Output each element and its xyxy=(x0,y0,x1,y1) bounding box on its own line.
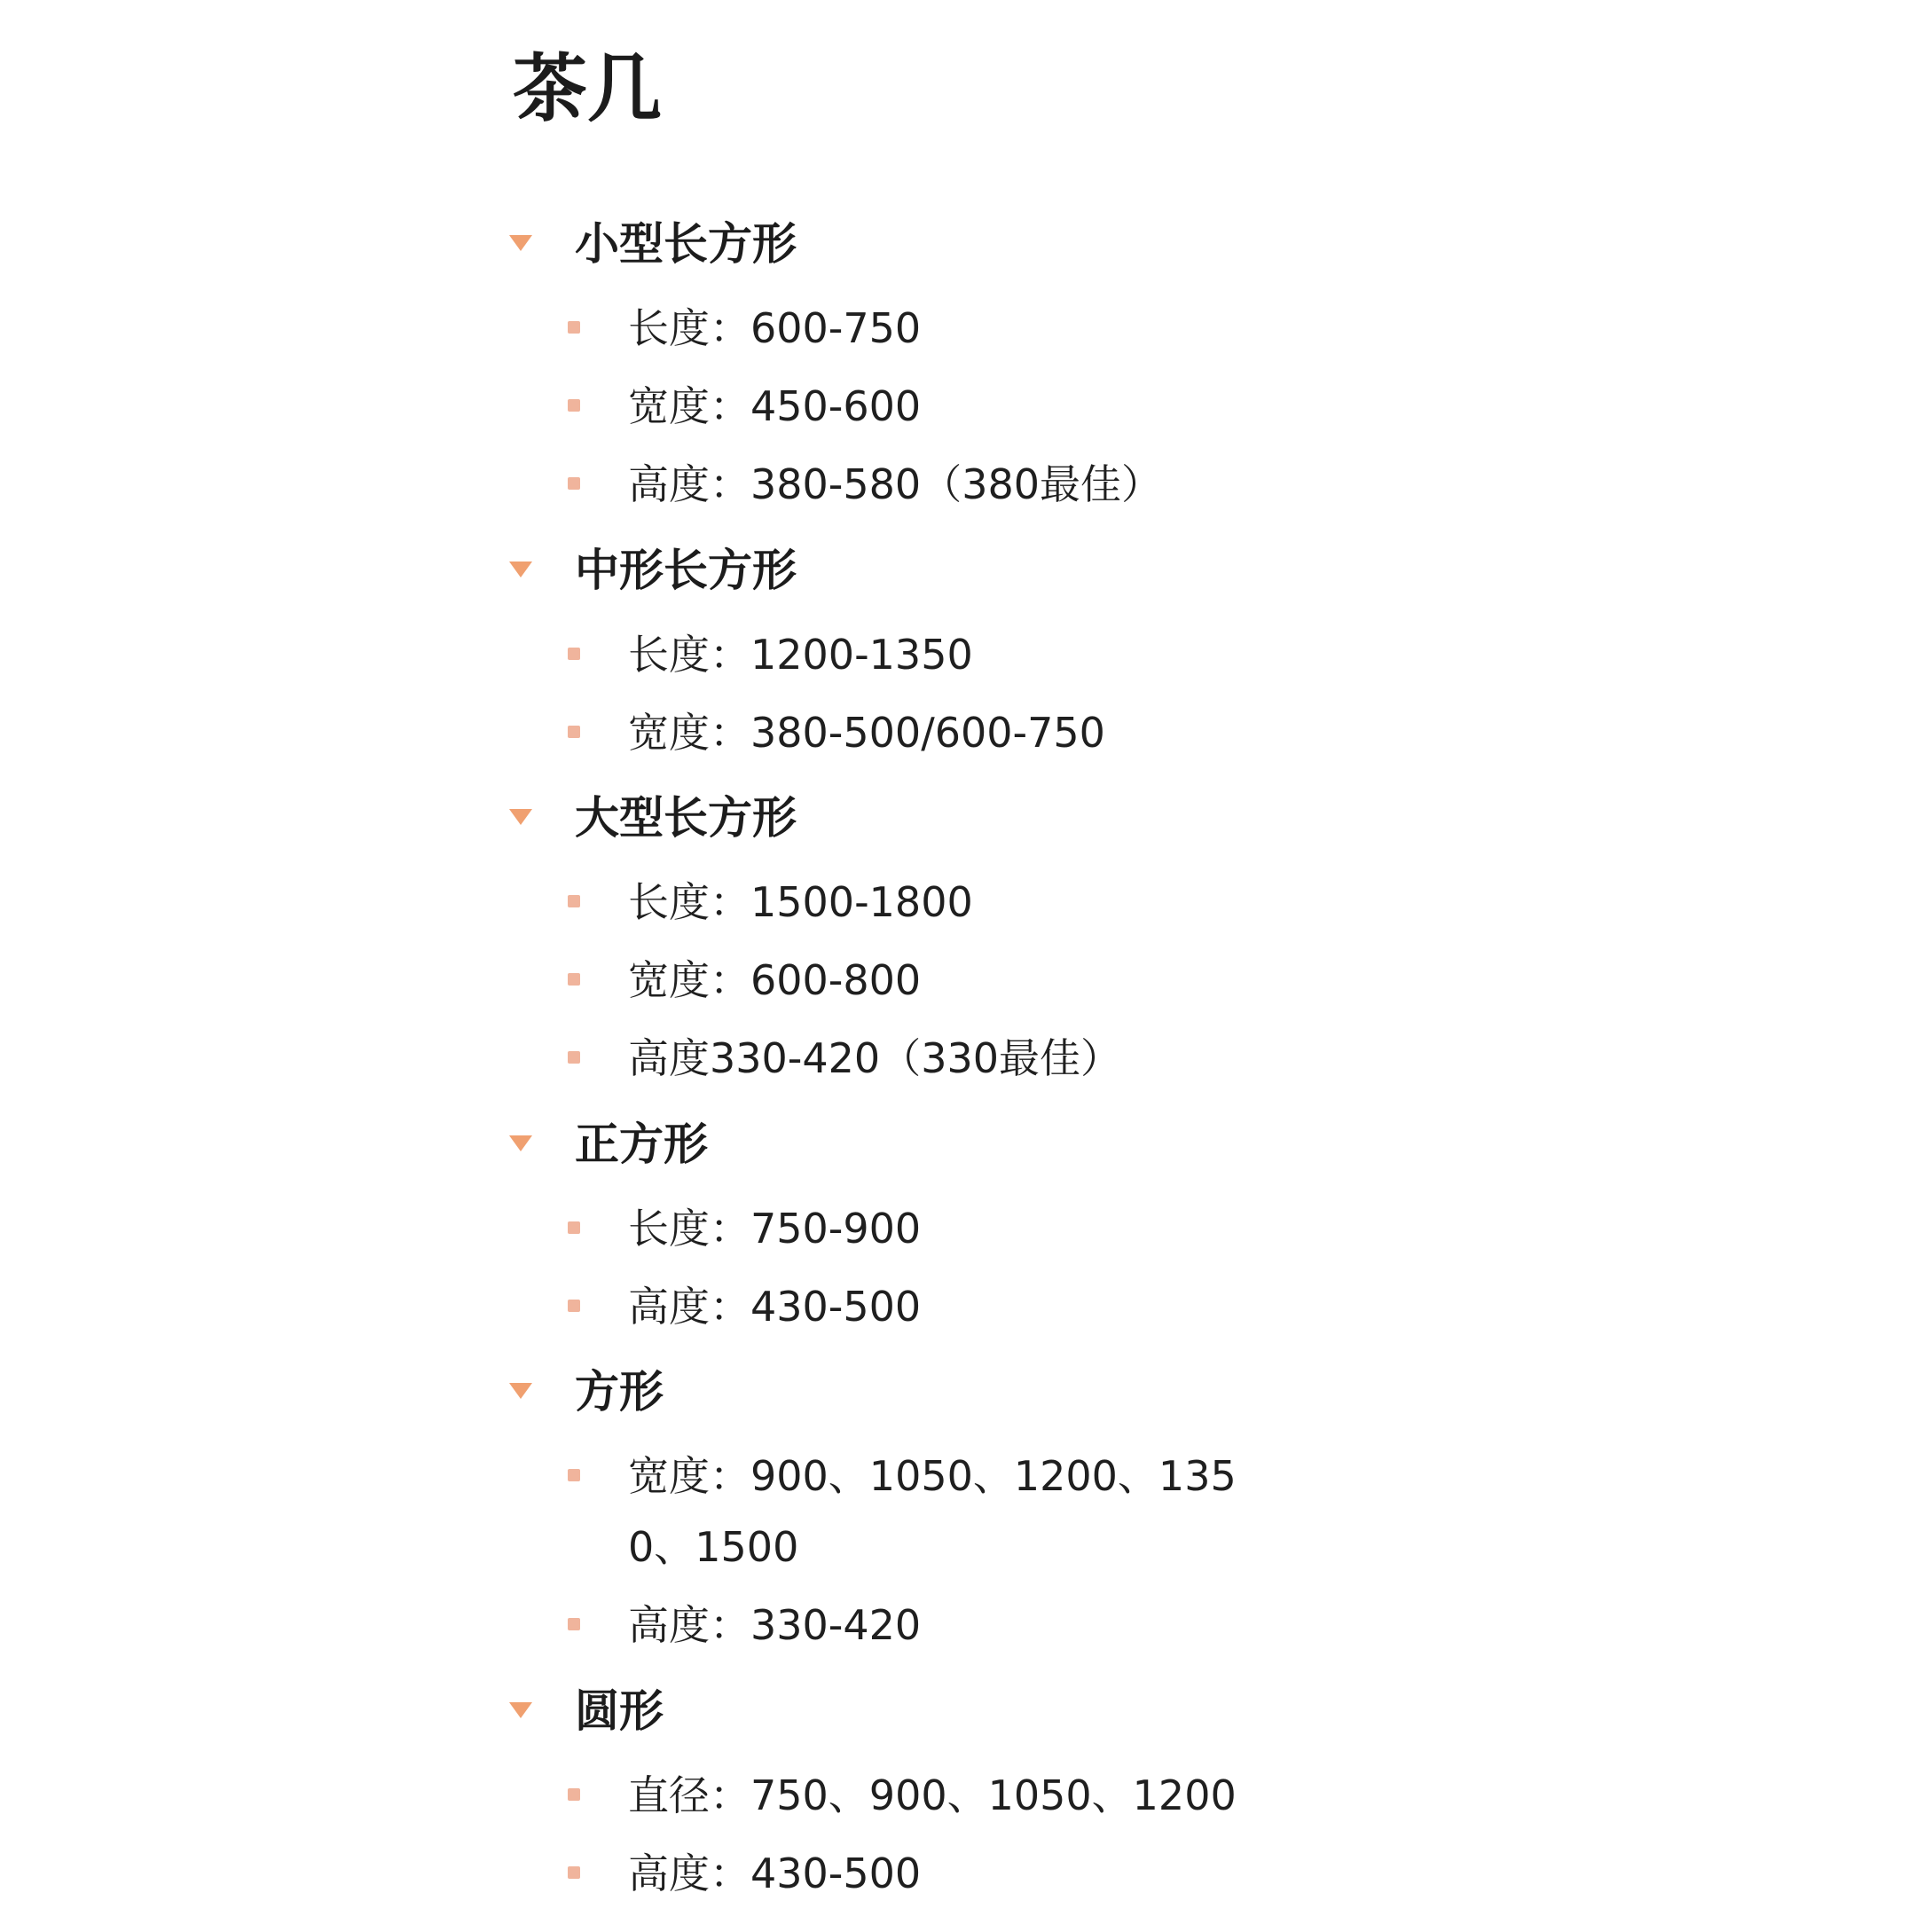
square-bullet-icon xyxy=(568,1221,580,1234)
item-text: 高度330-420（330最佳） xyxy=(628,1034,1121,1082)
square-bullet-icon xyxy=(568,1300,580,1312)
square-bullet-icon xyxy=(568,648,580,660)
section-title: 方形 xyxy=(575,1366,664,1418)
triangle-down-icon[interactable] xyxy=(507,559,534,580)
square-bullet-icon xyxy=(568,973,580,986)
item-text: 宽度：600-800 xyxy=(628,956,922,1004)
square-bullet-icon xyxy=(568,321,580,334)
triangle-down-icon[interactable] xyxy=(507,806,534,828)
section-title: 大型长方形 xyxy=(575,792,797,844)
square-bullet-icon xyxy=(568,399,580,412)
section-header[interactable] xyxy=(0,1680,1419,1742)
square-bullet-icon xyxy=(568,726,580,738)
item-text: 宽度：900、1050、1200、1350、1500 xyxy=(628,1452,1237,1571)
section-header[interactable] xyxy=(0,1361,1419,1423)
square-bullet-icon xyxy=(568,895,580,907)
section-header[interactable] xyxy=(0,213,1419,275)
square-bullet-icon xyxy=(568,1866,580,1879)
section-title: 圆形 xyxy=(575,1685,664,1737)
item-text: 长度：1200-1350 xyxy=(628,631,973,679)
item-text: 宽度：380-500/600-750 xyxy=(628,709,1105,757)
item-text: 高度：380-580（380最佳） xyxy=(628,460,1162,508)
item-text: 长度：750-900 xyxy=(628,1205,922,1253)
square-bullet-icon xyxy=(568,1788,580,1801)
item-text: 高度：330-420 xyxy=(628,1601,922,1649)
section-title: 中形长方形 xyxy=(575,545,797,596)
item-text: 长度：1500-1800 xyxy=(628,878,973,926)
item-text: 宽度：450-600 xyxy=(628,382,922,430)
triangle-down-icon[interactable] xyxy=(507,1133,534,1154)
square-bullet-icon xyxy=(568,477,580,490)
section-header[interactable] xyxy=(0,1113,1419,1175)
item-text: 高度：430-500 xyxy=(628,1283,922,1331)
page-title: 茶几 xyxy=(513,45,663,132)
triangle-down-icon[interactable] xyxy=(507,1380,534,1402)
square-bullet-icon xyxy=(568,1051,580,1064)
item-text: 高度：430-500 xyxy=(628,1850,922,1897)
section-title: 小型长方形 xyxy=(575,218,797,270)
square-bullet-icon xyxy=(568,1618,580,1630)
section-title: 正方形 xyxy=(575,1119,708,1170)
item-text: 长度：600-750 xyxy=(628,304,922,352)
triangle-down-icon[interactable] xyxy=(507,1700,534,1721)
section-header[interactable] xyxy=(0,787,1419,849)
square-bullet-icon xyxy=(568,1469,580,1481)
section-header[interactable] xyxy=(0,539,1419,601)
triangle-down-icon[interactable] xyxy=(507,232,534,254)
item-text: 直径：750、900、1050、1200 xyxy=(628,1771,1237,1819)
